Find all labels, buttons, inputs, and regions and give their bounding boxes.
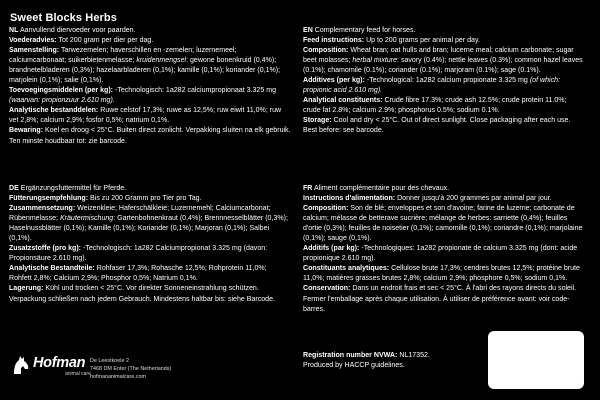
de-analytisch: Analytische Bestandteile: Rohfaser 17,3%; Rohasche 12,5%; Rohprotein 11,0%; Rohfett 2,8%; Calcium 2,9%; Phosphor 0,5%; Natrium 0,1%. bbox=[9, 265, 267, 283]
german-section bbox=[9, 184, 291, 305]
de-zusatzstoffe: Zusatzstoffe (pro kg): -Technologisch: 1a282 Calciumpropionat 3.325 mg (davon: Propionsäure 2.610 mg). bbox=[9, 245, 268, 263]
company-website: hofmananimalcare.com bbox=[90, 374, 147, 380]
english-section bbox=[303, 26, 585, 137]
nl-samenstelling: Samenstelling: Tarwezemelen; haverschillen en -zemelen; luzernemeel; calciumcarbonaat; suikerbietenmelasse; kruidenmengsel: gewone bonenkruid (0,4%); brandnetelbladeren (0,3%); hazelaarbladeren (0,1%); kamille (0,1%); koriander (0,1%); marjolein (0,1%); salie (0,1%). bbox=[9, 47, 281, 85]
fr-constituants: Constituants analytiques: Cellulose brute 17,3%; cendres brutes 12,5%; protéine brute 11,0%; matières grasses brutes 2,8%; calcium 2,9%; phosphore 0,5%; sodium 0,1%. bbox=[303, 265, 580, 283]
fr-composition: Composition: Son de blé; enveloppes et son d'avoine; farine de luzerne; carbonate de calcium; mélasse de betterave sucrière; mélange de herbes: sarriette (0,4%); feuilles d'ortie (0,3%); feuilles de noisetier (0,1%); camomille (0,1%); coriandre (0,1%); marjolaine (0,1%); sauge (0,1%). bbox=[303, 205, 583, 243]
de-lagerung: Lagerung: Kühl und trocken < 25°C. Vor direkter Sonneneinstrahlung schützen. Verpackung schließen nach jedem Gebrauch. Mindestens haltbar bis: siehe Barcode. bbox=[9, 285, 275, 303]
fr-additifs: Additifs (par kg): -Technologiques: 1a282 propionate de calcium 3.325 mg (dont: acide propionique 2.610 mg). bbox=[303, 245, 578, 263]
nl-voederadvies: Voederadvies: Tot 200 gram per dier per dag. bbox=[9, 37, 154, 45]
haccp-note: Produced by HACCP guidelines. bbox=[303, 362, 405, 370]
en-composition: Composition: Wheat bran; oat hulls and bran; lucerne meal; calcium carbonate; sugar beet molasses; herbal mixture: savory (0.4%); nettle leaves (0.3%); common hazel leaves (0.1%); chamomile (0.1%); coriander (0.1%); marjoram (0.1%); sage (0.1%). bbox=[303, 47, 583, 75]
de-fuetterung: Fütterungsempfehlung: Bis zu 200 Gramm pro Tier pro Tag. bbox=[9, 195, 202, 203]
nl-intro: NL Aanvullend diervoeder voor paarden. bbox=[9, 27, 136, 34]
brand-subtitle: animal care bbox=[65, 371, 91, 377]
nl-analytisch: Analytische bestanddelen: Ruwe celstof 17,3%; ruwe as 12,5%; ruw eiwit 11,0%; ruw vet 2,8%; calcium 2,9%; fosfor 0,5%; natrium 0,1%. bbox=[9, 107, 282, 125]
fr-conservation: Conservation: Dans un endroit frais et sec < 25°C. À l'abri des rayons directs du soleil. Fermer l'emballage après chaque utilisation. À utiliser de préférence avant: voir code-barres. bbox=[303, 285, 577, 313]
nl-bewaring: Bewaring: Koel en droog < 25°C. Buiten direct zonlicht. Verpakking sluiten na elk gebruik. Ten minste houdbaar tot: zie barcode. bbox=[9, 127, 291, 145]
de-intro: DE Ergänzungsfuttermittel für Pferde. bbox=[9, 185, 127, 192]
company-address bbox=[90, 357, 171, 381]
horse-head-icon bbox=[10, 354, 32, 376]
brand-name: Hofman bbox=[33, 355, 86, 371]
de-zusammensetzung: Zusammensetzung: Weizenkleie; Haferschälkleie; Luzernemehl; Calciumcarbonat; Rübenmelasse; Kräutermischung: Gartenbohnenkraut (0,4%); Brennnesselblätter (0,3%); Haselnussblätter (0,1%); Kamille (0,1%); Koriander (0,1%); Marjoran (0,1%); Salbei (0,1%). bbox=[9, 205, 288, 243]
en-storage: Storage: Cool and dry < 25°C. Out of direct sunlight. Close packaging after each use. Best before: see barcode. bbox=[303, 117, 571, 135]
nl-toevoegingsmiddelen: Toevoegingsmiddelen (per kg): -Technologisch: 1a282 calciumpropionaat 3.325 mg (waarvan: propionzuur 2.610 mg). bbox=[9, 87, 277, 105]
fr-intro: FR Aliment complémentaire pour des chevaux. bbox=[303, 185, 450, 192]
en-analytical: Analytical constituents: Crude fibre 17.3%; crude ash 12.5%; crude protein 11.0%; crude fat 2.8%; calcium 2.9%; phosphorus 0.5%; sodium 0.1%. bbox=[303, 97, 567, 115]
barcode-area bbox=[488, 331, 584, 389]
product-title: Sweet Blocks Herbs bbox=[10, 12, 117, 24]
en-additives: Additives (per kg): -Technological: 1a282 calcium propionate 3.325 mg (of which: propionic acid 2.610 mg). bbox=[303, 77, 560, 95]
registration-number: Registration number NVWA: NL17352. bbox=[303, 352, 430, 359]
fr-instructions: Instructions d'alimentation: Donner jusqu'à 200 grammes par animal par jour. bbox=[303, 195, 552, 203]
dutch-section bbox=[9, 26, 291, 147]
address-street: De Leestkoele 2 bbox=[90, 358, 129, 364]
address-city: 7468 DM Enter (The Netherlands) bbox=[90, 366, 172, 372]
en-feed-instructions: Feed instructions: Up to 200 grams per animal per day. bbox=[303, 37, 480, 45]
en-intro: EN Complementary feed for horses. bbox=[303, 27, 416, 34]
french-section bbox=[303, 184, 585, 315]
